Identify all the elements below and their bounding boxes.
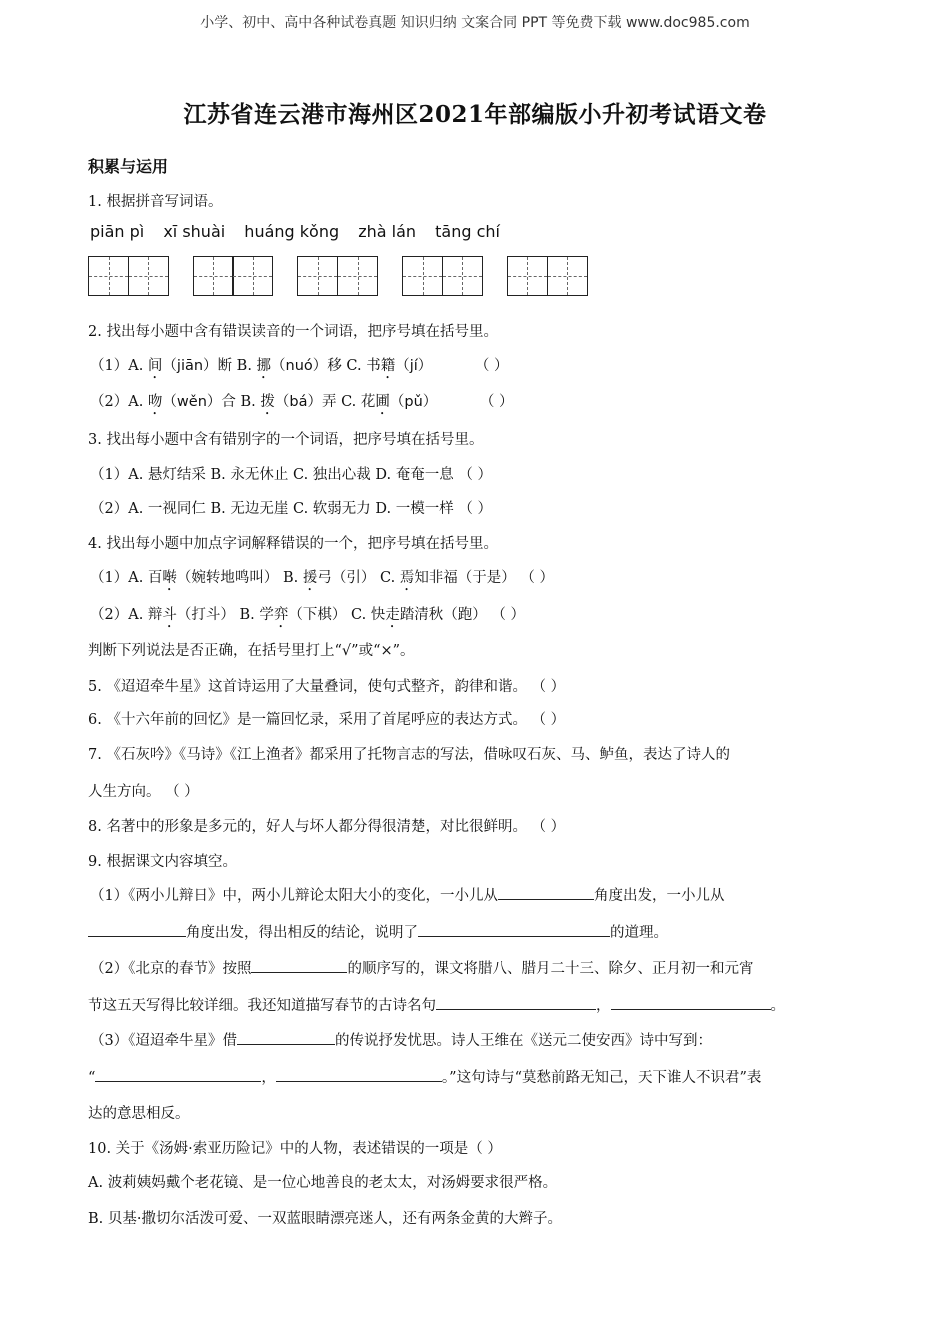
q1-pinyin-row [90,222,514,241]
fill-blank[interactable] [611,995,771,1010]
q5: 5. 《迢迢牵牛星》这首诗运用了大量叠词，使句式整齐，韵律和谐。 （ ） [88,679,566,695]
answer-paren[interactable]: （ ） [479,394,514,410]
q9-p1-line2: 角度出发，得出相反的结论，说明了 的道理。 [88,921,668,942]
q2-item-2: （2）A. 吻（wěn）合 B. 拨（bá）弄 C. 花圃（pǔ） （ ） [90,394,514,410]
q9-p2-line1: （2）《北京的春节》按照 的顺序写的，课文将腊八、腊月二十三、除夕、正月初一和元宵 [90,957,753,978]
q4-stem: 4. 找出每小题中加点字词解释错误的一个，把序号填在括号里。 [88,536,498,552]
q3-item-1: （1）A. 悬灯结采 B. 永无休止 C. 独出心裁 D. 奄奄一息 （ ） [90,467,492,483]
q2-item-1: （1）A. 间（jiān）断 B. 挪（nuó）移 C. 书籍（jí） （ ） [90,358,509,374]
char-cell[interactable] [337,256,378,296]
answer-paren[interactable]: （ ） [474,358,509,374]
q8: 8. 名著中的形象是多元的，好人与坏人都分得很清楚，对比很鲜明。 （ ） [88,819,566,835]
q1-stem: 1. 根据拼音写词语。 [88,194,223,210]
char-cell[interactable] [507,256,548,296]
q9-p1-line1: （1）《两小儿辩日》中，两小儿辩论太阳大小的变化，一小儿从 角度出发，一小儿从 [90,884,724,905]
word-box-5[interactable] [507,256,588,296]
q10-stem: 10. 关于《汤姆·索亚历险记》中的人物，表述错误的一项是（ ） [88,1141,502,1157]
pinyin-3: huáng kǒng [244,222,340,241]
q2-stem: 2. 找出每小题中含有错误读音的一个词语，把序号填在括号里。 [88,324,498,340]
fill-blank[interactable] [88,922,186,937]
pinyin-5: tāng chí [435,222,500,241]
fill-blank[interactable] [95,1067,261,1082]
char-cell[interactable] [442,256,483,296]
fill-blank[interactable] [237,1030,335,1045]
q9-stem: 9. 根据课文内容填空。 [88,854,237,870]
q9-p3-line2: “ ， 。”这句诗与“莫愁前路无知己，天下谁人不识君”表 [88,1066,761,1087]
fill-blank[interactable] [251,958,347,973]
q3-stem: 3. 找出每小题中含有错别字的一个词语，把序号填在括号里。 [88,432,484,448]
fill-blank[interactable] [418,922,610,937]
char-cell[interactable] [232,256,273,296]
section-heading: 积累与运用 [88,157,169,176]
fill-blank[interactable] [498,885,594,900]
q10-option-b: B. 贝基·撒切尔活泼可爱、一双蓝眼睛漂亮迷人，还有两条金黄的大辫子。 [88,1211,562,1227]
q9-p2-line2: 节这五天写得比较详细。我还知道描写春节的古诗名句 ， 。 [88,994,785,1015]
word-box-2[interactable] [193,256,274,296]
char-cell[interactable] [193,256,234,296]
site-header: 小学、初中、高中各种试卷真题 知识归纳 文案合同 PPT 等免费下载 www.doc985.com [200,15,750,31]
char-cell[interactable] [402,256,443,296]
q4-item-2: （2）A. 辩斗（打斗） B. 学弈（下棋） C. 快走踏清秋（跑） （ ） [90,607,526,623]
pinyin-1: piān pì [90,222,145,241]
q4-item-1: （1）A. 百啭（婉转地鸣叫） B. 援弓（引） C. 焉知非福（于是） （ ） [90,570,555,586]
q9-p3-line3: 达的意思相反。 [88,1106,190,1122]
pinyin-4: zhà lán [358,222,417,241]
q1-writing-grid [88,256,612,296]
char-cell[interactable] [297,256,338,296]
char-cell[interactable] [547,256,588,296]
fill-blank[interactable] [436,995,596,1010]
word-box-3[interactable] [297,256,378,296]
fill-blank[interactable] [276,1067,442,1082]
word-box-4[interactable] [402,256,483,296]
q9-p3-line1: （3）《迢迢牵牛星》借 的传说抒发忧思。诗人王维在《送元二使安西》诗中写到： [90,1029,712,1050]
q10-option-a: A. 波莉姨妈戴个老花镜、是一位心地善良的老太太，对汤姆要求很严格。 [88,1175,558,1191]
char-cell[interactable] [88,256,129,296]
q3-item-2: （2）A. 一视同仁 B. 无边无崖 C. 软弱无力 D. 一模一样 （ ） [90,501,492,517]
char-cell[interactable] [128,256,169,296]
page-title: 江苏省连云港市海州区2021年部编版小升初考试语文卷 [183,101,767,128]
q7-line-2: 人生方向。 （ ） [88,784,199,800]
q6: 6. 《十六年前的回忆》是一篇回忆录，采用了首尾呼应的表达方式。 （ ） [88,712,566,728]
word-box-1[interactable] [88,256,169,296]
judge-intro: 判断下列说法是否正确，在括号里打上“√”或“×”。 [88,643,415,659]
q7-line-1: 7. 《石灰吟》《马诗》《江上渔者》都采用了托物言志的写法，借咏叹石灰、马、鲈鱼，表达了诗人的 [88,747,730,763]
pinyin-2: xī shuài [163,222,226,241]
